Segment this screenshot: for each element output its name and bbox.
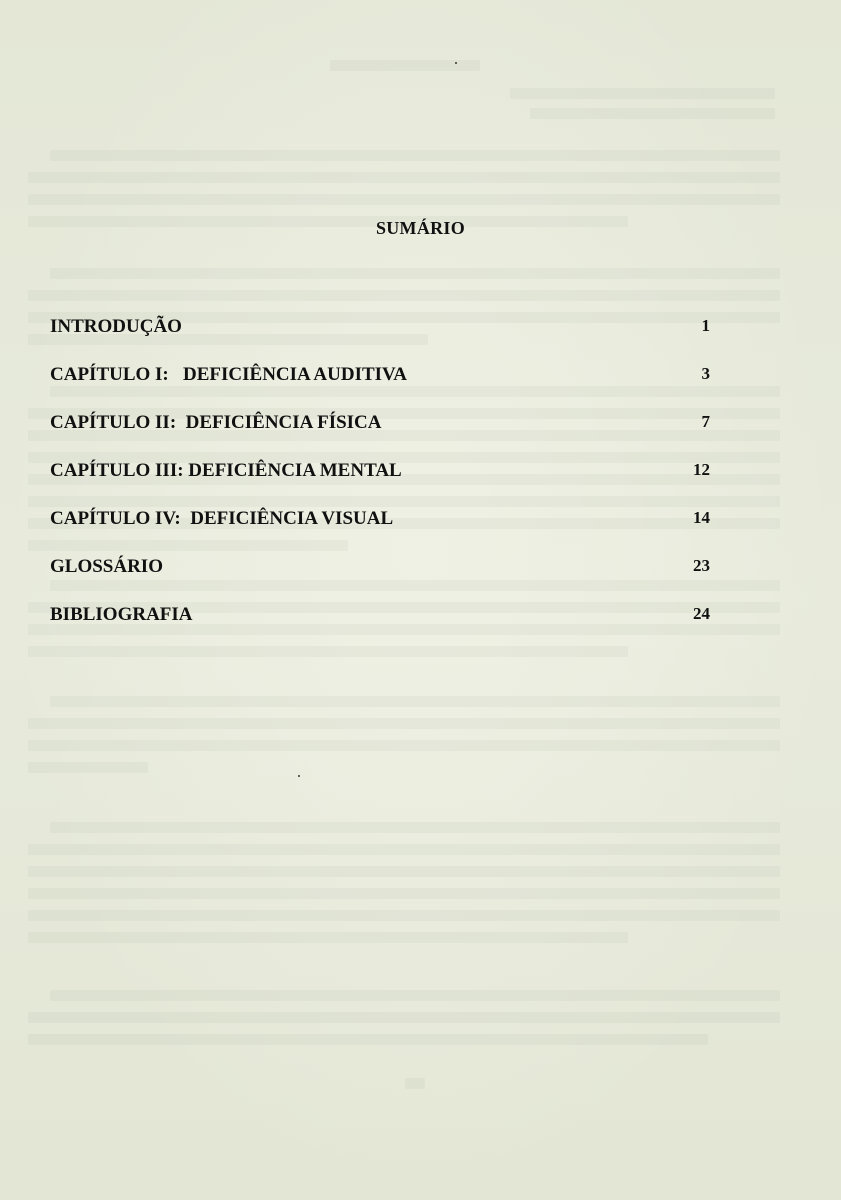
toc-entry-page: 3 [701,364,710,383]
toc-entry[interactable] [50,604,710,652]
toc-entry-label: CAPÍTULO II: DEFICIÊNCIA FÍSICA [50,412,382,433]
table-of-contents [50,316,710,652]
toc-entry-label: INTRODUÇÃO [50,316,182,337]
toc-entry-label: CAPÍTULO I: DEFICIÊNCIA AUDITIVA [50,364,408,385]
toc-entry-page: 23 [693,556,710,575]
toc-entry[interactable] [50,316,710,364]
toc-entry[interactable] [50,460,710,508]
toc-entry-page: 1 [701,316,710,335]
print-speck [455,62,457,64]
print-speck [298,775,300,777]
toc-entry-label: CAPÍTULO III: DEFICIÊNCIA MENTAL [50,460,402,481]
toc-entry-label: GLOSSÁRIO [50,556,163,577]
toc-entry[interactable] [50,412,710,460]
toc-entry-page: 24 [693,604,710,623]
toc-entry-page: 7 [701,412,710,431]
toc-entry-label: CAPÍTULO IV: DEFICIÊNCIA VISUAL [50,508,394,529]
toc-entry[interactable] [50,364,710,412]
toc-entry[interactable] [50,508,710,556]
toc-entry-label: BIBLIOGRAFIA [50,604,193,625]
toc-entry-page: 14 [693,508,710,527]
toc-entry[interactable] [50,556,710,604]
toc-title: SUMÁRIO [375,218,466,238]
toc-entry-page: 12 [693,460,710,479]
